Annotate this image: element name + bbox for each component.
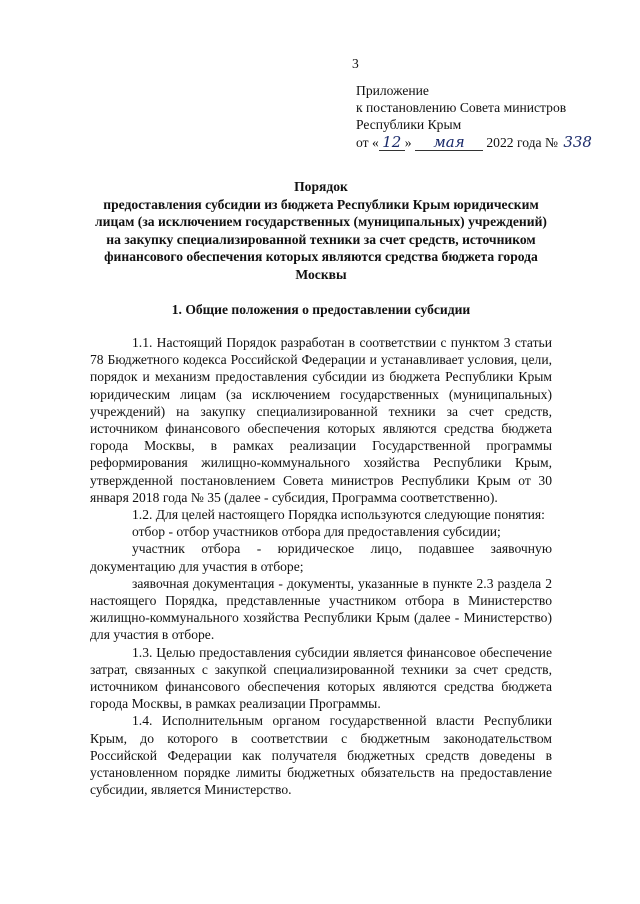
section-body: [90, 334, 552, 798]
section-heading: 1. Общие положения о предоставлении субсидии: [171, 302, 471, 317]
definition-application-docs: заявочная документация - документы, указанные в пункте 2.3 раздела 2 настоящего Порядка, представленные участником отбора в Министерство жилищно-коммунального хозяйства Республики Крым (далее - Министерство) для участия в отборе.: [90, 575, 552, 643]
approval-date-line: [356, 134, 593, 151]
paragraph-1-1: 1.1. Настоящий Порядок разработан в соответствии с пунктом 3 статьи 78 Бюджетного кодекса Российской Федерации и устанавливает условия, цели, порядок и механизм предоставления субсидии из бюджета Республики Крым юридическим лицам (за исключением государственных (муниципальных) учреждений) на закупку специализированной техники за счет средств, источником финансового обеспечения которых являются средства бюджета города Москвы, в рамках реализации Государственной программы реформирования жилищно-коммунального хозяйства Республики Крым, утвержденной постановлением Совета министров Республики Крым от 30 января 2018 года № 35 (далее - субсидия, Программа соответственно).: [90, 335, 552, 505]
date-day-close: »: [404, 134, 412, 150]
approval-line-republic: Республики Крым: [356, 117, 462, 133]
date-prefix: от «: [356, 134, 379, 150]
definition-selection: отбор - отбор участников отбора для предоставления субсидии;: [132, 524, 501, 540]
document-title: [90, 178, 552, 284]
approval-block: [356, 82, 593, 151]
paragraph-1-4: 1.4. Исполнительным органом государственной власти Республики Крым, до которого в соответствии с бюджетным законодательством Российской Федерации как получателя бюджетных средств доведены в установленном порядке лимиты бюджетных обязательств на предоставление субсидии, является Министерство.: [90, 713, 552, 798]
paragraph-1-3: 1.3. Целью предоставления субсидии является финансовое обеспечение затрат, связанных с закупкой специализированной техники за счет средств, источником финансового обеспечения которых являются средства бюджета города Москвы, в рамках реализации Программы.: [90, 644, 552, 712]
title-word: Порядок: [294, 179, 348, 194]
approval-line-resolution: к постановлению Совета министров: [356, 100, 567, 116]
title-subject: предоставления субсидии из бюджета Республики Крым юридическим лицам (за исключением государственных (муниципальных) учреждений) на закупку специализированной техники за счет средств, источником финансового обеспечения которых являются средства бюджета города Москвы: [95, 196, 547, 282]
date-year: 2022 года №: [486, 134, 558, 150]
page-number: 3: [352, 56, 359, 71]
handwritten-month: мая: [415, 135, 483, 151]
handwritten-number: 338: [563, 132, 592, 151]
handwritten-day: 12: [379, 135, 405, 151]
paragraph-1-2: 1.2. Для целей настоящего Порядка используются следующие понятия:: [132, 507, 545, 523]
approval-line-appendix: Приложение: [356, 83, 429, 98]
definition-participant: участник отбора - юридическое лицо, подавшее заявочную документацию для участия в отборе;: [90, 541, 552, 574]
